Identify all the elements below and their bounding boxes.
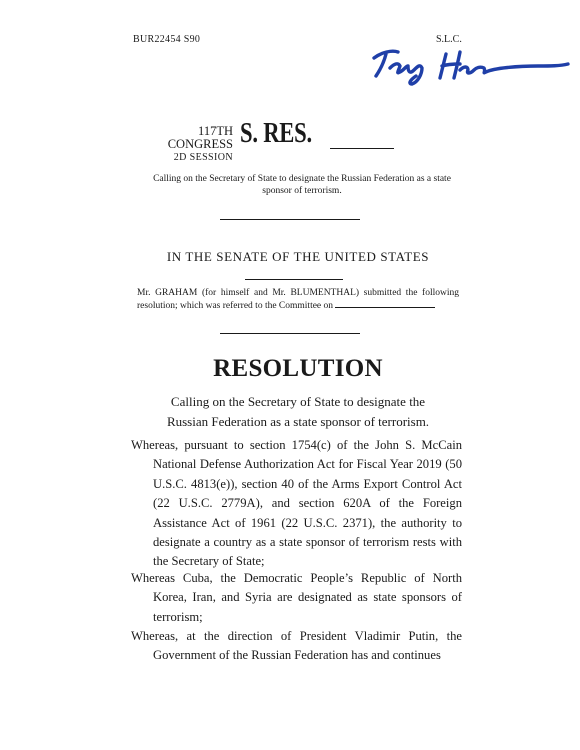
- chamber-heading: IN THE SENATE OF THE UNITED STATES: [166, 249, 430, 264]
- whereas-clause: Whereas Cuba, the Democratic People’s Republic of North Korea, Iran, and Syria are designated as state sponsors of terrorism;: [131, 571, 462, 624]
- resolution-number-blank: [330, 148, 394, 149]
- resolution-heading: RESOLUTION: [213, 355, 383, 382]
- whereas-clause: Whereas, at the direction of President Vladimir Putin, the Government of the Russian Federation has and continues: [131, 629, 462, 663]
- document-id: BUR22454 S90: [133, 34, 201, 45]
- bill-subject: Calling on the Secretary of State to designate the Russian Federation as a state sponsor of terrorism.: [153, 174, 451, 196]
- handwritten-signature: [368, 44, 572, 86]
- whereas-clause: Whereas, pursuant to section 1754(c) of the John S. McCain National Defense Authorization Act for Fiscal Year 2019 (50 U.S.C. 4813(e)), section 40 of the Arms Export Control Act (22 U.S.C. 2779A), and section 620A of the Foreign Assistance Act of 1961 (22 U.S.C. 2371), the authority to designate a country as a state sponsor of terrorism rests with the Secretary of State;: [131, 438, 462, 569]
- congress-session: [133, 125, 233, 164]
- session-number: 2D SESSION: [173, 152, 233, 163]
- divider: [220, 219, 360, 220]
- congress-number: 117TH CONGRESS: [167, 124, 233, 151]
- resolution-number: S. RES.: [240, 117, 312, 149]
- resolution-purpose: Calling on the Secretary of State to designate the Russian Federation as a state sponsor of terrorism.: [166, 394, 430, 429]
- divider: [245, 279, 343, 280]
- divider: [220, 333, 360, 334]
- introduction-statement: [137, 287, 459, 313]
- introduction-text: Mr. GRAHAM (for himself and Mr. BLUMENTHAL) submitted the following resolution; which was referred to the Committee on: [137, 288, 459, 311]
- committee-blank: [335, 307, 435, 308]
- office-code: S.L.C.: [436, 34, 462, 45]
